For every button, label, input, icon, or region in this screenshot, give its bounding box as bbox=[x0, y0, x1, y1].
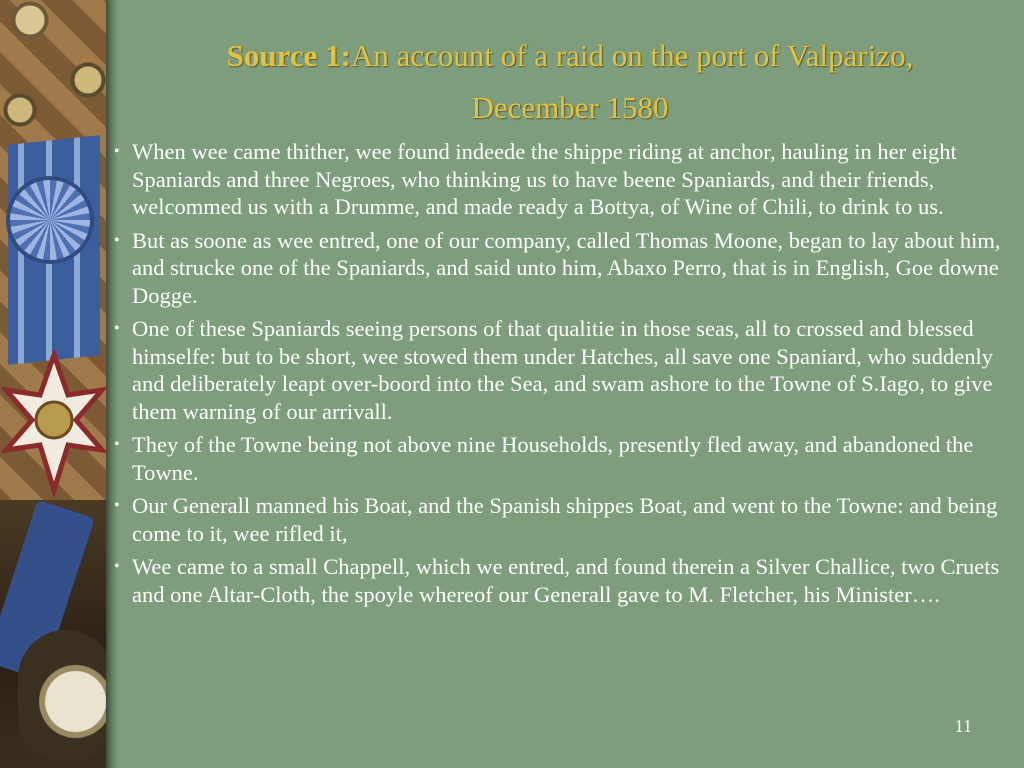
bullet-item bbox=[112, 492, 1002, 547]
maltese-cross-medal-icon bbox=[2, 350, 106, 500]
bullet-item bbox=[112, 227, 1002, 310]
slide-title bbox=[120, 30, 1020, 134]
bullet-text: When wee came thither, wee found indeede the shippe riding at anchor, hauling in her eight Spaniards and three Negroes, who thinking us to have beene Spaniards, and their friends, welcommed us with a Drumme, and made ready a Bottya, of Wine of Chili, to drink to us. bbox=[132, 139, 957, 219]
bullet-text: One of these Spaniards seeing persons of that qualitie in those seas, all to crossed and blessed himselfe: but to be short, wee stowed them under Hatches, all save one Spaniard, who suddenly and deliberately leapt over-boord into the Sea, and swam ashore to the Towne of S.Iago, to give them warning of our arrivall. bbox=[132, 316, 994, 424]
bullet-icon: • bbox=[114, 497, 120, 514]
bullet-item bbox=[112, 315, 1002, 425]
medal-decoration-image bbox=[0, 0, 110, 768]
bullet-icon: • bbox=[114, 558, 120, 575]
bullet-text: But as soone as wee entred, one of our company, called Thomas Moone, began to lay about him, and strucke one of the Spaniards, and said unto him, Abaxo Perro, that is in English, Goe downe Dogge. bbox=[132, 227, 1001, 308]
compass-icon bbox=[18, 630, 114, 760]
title-date: December 1580 bbox=[471, 90, 669, 125]
bullet-icon: • bbox=[114, 436, 120, 453]
bullet-icon: • bbox=[114, 320, 120, 337]
bullet-text: They of the Towne being not above nine Households, presently fled away, and abandoned the Towne. bbox=[132, 432, 974, 485]
page-number: 11 bbox=[954, 716, 972, 736]
bullet-text: Wee came to a small Chappell, which we entred, and found therein a Silver Challice, two Cruets and one Altar-Cloth, the spoyle whereof our Generall gave to M. Fletcher, his Minister…. bbox=[132, 554, 1000, 607]
bullet-icon: • bbox=[114, 143, 120, 160]
bullet-icon: • bbox=[114, 231, 120, 249]
bullet-list bbox=[112, 138, 1002, 614]
bullet-text: Our Generall manned his Boat, and the Spanish shippes Boat, and went to the Towne: and being come to it, wee rifled it, bbox=[132, 493, 998, 546]
bullet-item bbox=[112, 553, 1002, 608]
title-text: An account of a raid on the port of Valparizo, bbox=[350, 38, 914, 73]
bullet-item bbox=[112, 431, 1002, 486]
bullet-item bbox=[112, 138, 1002, 221]
rosette-image bbox=[10, 180, 90, 260]
title-source-label: Source 1: bbox=[226, 38, 351, 73]
